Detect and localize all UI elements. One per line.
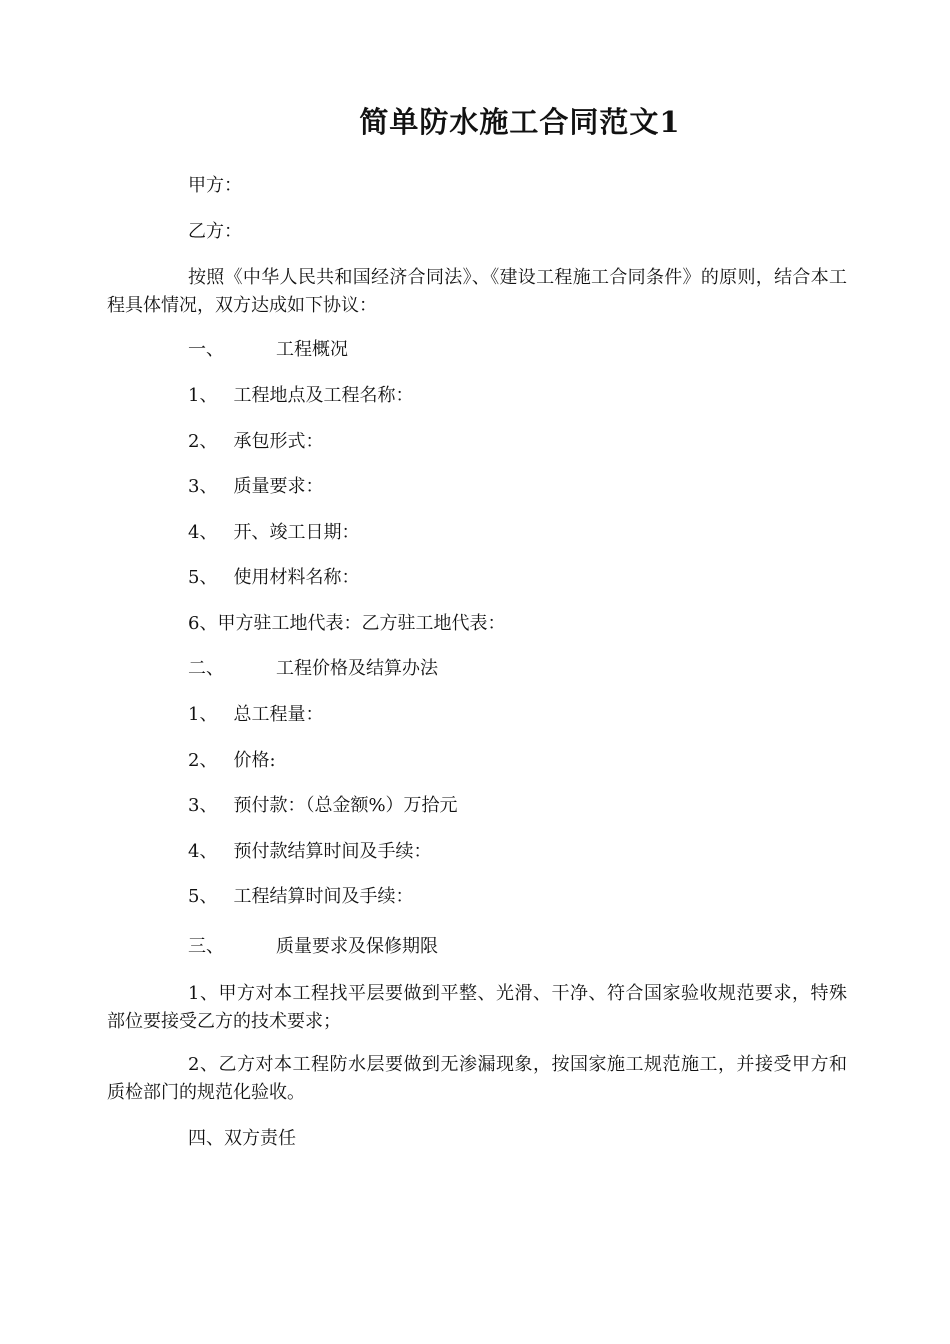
list-item [188, 475, 323, 499]
item-number: 5、 [188, 886, 218, 907]
section-number: 三、 [188, 936, 224, 957]
list-item [188, 612, 505, 636]
item-text: 质量要求： [233, 476, 324, 497]
list-item [188, 840, 431, 864]
item-text: 甲方驻工地代表：乙方驻工地代表： [217, 613, 506, 634]
intro-paragraph: 按照《中华人民共和国经济合同法》、《建设工程施工合同条件》的原则，结合本工程具体情况，双方达成如下协议： [107, 267, 847, 316]
item-number: 2、 [188, 431, 218, 452]
item-text: 总工程量： [233, 704, 324, 725]
section-title: 工程价格及结算办法 [276, 658, 438, 679]
list-item [188, 384, 413, 408]
item-number: 3、 [188, 795, 218, 816]
item-text: 预付款：（总金额%）万拾元 [233, 795, 458, 816]
item-number: 4、 [188, 841, 218, 862]
item-text: 使用材料名称： [233, 567, 360, 588]
item-number: 1、 [188, 704, 218, 725]
item-number: 1、 [188, 385, 218, 406]
section-title: 质量要求及保修期限 [276, 936, 438, 957]
list-item [188, 703, 323, 727]
list-item [188, 430, 323, 454]
item-text: 价格: [233, 750, 276, 771]
list-item [188, 521, 359, 545]
item-text: 开、竣工日期： [233, 522, 360, 543]
party-a-label: 甲方： [188, 175, 242, 196]
item-text: 承包形式： [233, 431, 324, 452]
party-b-label: 乙方： [188, 221, 242, 242]
item-text: 预付款结算时间及手续： [233, 841, 432, 862]
section-number: 一、 [188, 339, 224, 360]
section2-heading [188, 657, 438, 681]
section4-heading: 四、双方责任 [188, 1128, 296, 1149]
section3-paragraph-2: 2、乙方对本工程防水层要做到无渗漏现象，按国家施工规范施工，并接受甲方和质检部门的规范化验收。 [107, 1054, 847, 1103]
section3-heading [188, 935, 438, 959]
item-number: 5、 [188, 567, 218, 588]
list-item [188, 566, 359, 590]
list-item [188, 794, 458, 818]
list-item [188, 885, 413, 909]
section-number: 二、 [188, 658, 224, 679]
item-text: 工程结算时间及手续： [233, 886, 414, 907]
section-title: 工程概况 [276, 339, 348, 360]
item-number: 4、 [188, 522, 218, 543]
section1-heading [188, 338, 348, 362]
item-number: 6、 [188, 613, 218, 634]
item-number: 3、 [188, 476, 218, 497]
item-number: 2、 [188, 750, 218, 771]
list-item [188, 749, 276, 773]
section3-paragraph-1: 1、甲方对本工程找平层要做到平整、光滑、干净、符合国家验收规范要求，特殊部位要接受乙方的技术要求； [107, 983, 847, 1032]
item-text: 工程地点及工程名称： [233, 385, 414, 406]
document-title: 简单防水施工合同范文1 [359, 105, 681, 139]
